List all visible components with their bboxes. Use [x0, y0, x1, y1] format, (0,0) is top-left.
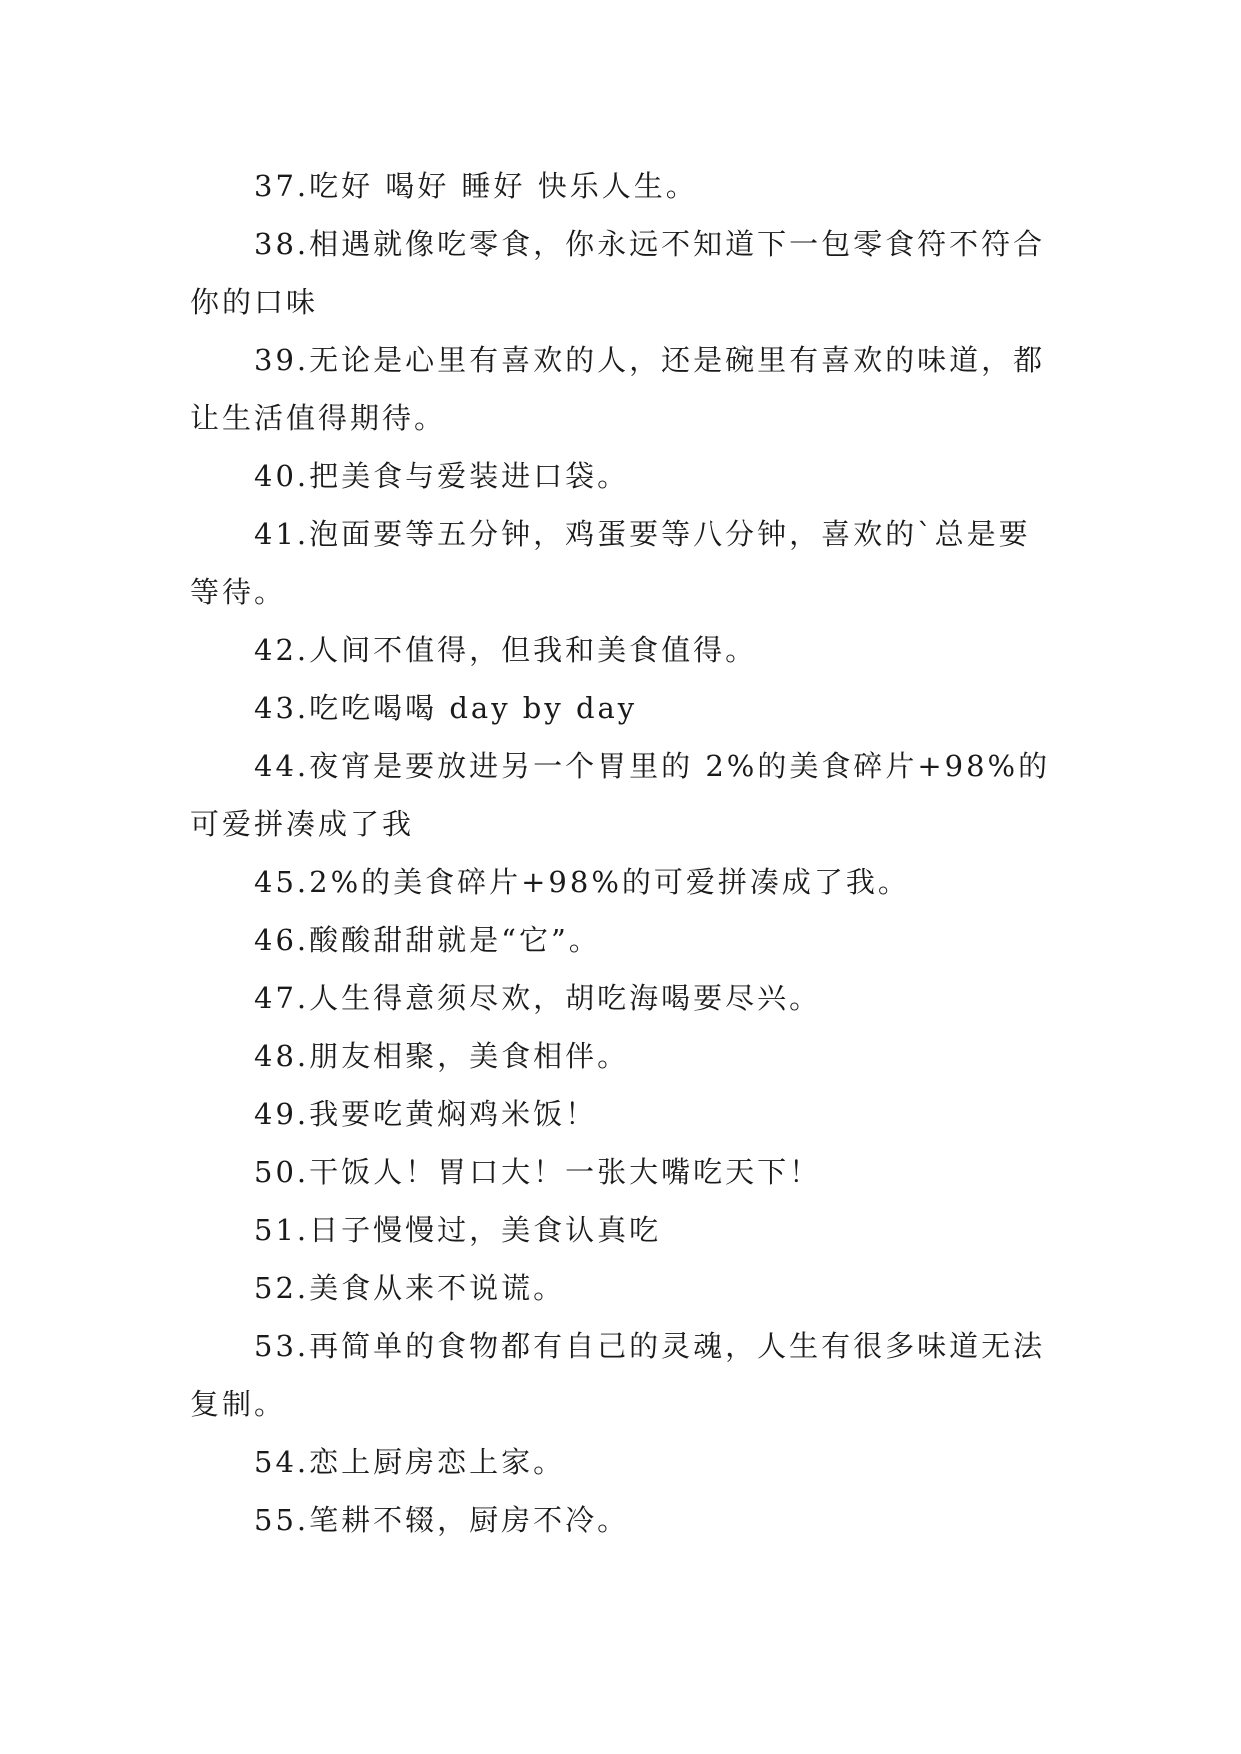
paragraph-37: 37.吃好 喝好 睡好 快乐人生。	[254, 169, 698, 203]
paragraph-53: 53.再简单的食物都有自己的灵魂，人生有很多味道无法复制。	[190, 1329, 1046, 1421]
paragraph-54: 54.恋上厨房恋上家。	[254, 1445, 566, 1479]
paragraph-40: 40.把美食与爱装进口袋。	[254, 459, 630, 493]
paragraph-41: 41.泡面要等五分钟，鸡蛋要等八分钟，喜欢的`总是要等待。	[190, 517, 1031, 609]
paragraph-49: 49.我要吃黄焖鸡米饭！	[254, 1097, 598, 1131]
paragraph-45: 45.2%的美食碎片+98%的可爱拼凑成了我。	[254, 865, 910, 899]
paragraph-50: 50.干饭人！胃口大！一张大嘴吃天下！	[254, 1155, 822, 1189]
paragraph-44: 44.夜宵是要放进另一个胃里的 2%的美食碎片+98%的可爱拼凑成了我	[190, 749, 1051, 841]
document-body	[190, 157, 1058, 1549]
paragraph-55: 55.笔耕不辍，厨房不冷。	[254, 1503, 630, 1537]
paragraph-42: 42.人间不值得，但我和美食值得。	[254, 633, 758, 667]
paragraph-47: 47.人生得意须尽欢，胡吃海喝要尽兴。	[254, 981, 822, 1015]
paragraph-39: 39.无论是心里有喜欢的人，还是碗里有喜欢的味道，都让生活值得期待。	[190, 343, 1046, 435]
paragraph-38: 38.相遇就像吃零食，你永远不知道下一包零食符不符合你的口味	[190, 227, 1046, 319]
paragraph-48: 48.朋友相聚，美食相伴。	[254, 1039, 630, 1073]
paragraph-43: 43.吃吃喝喝 day by day	[254, 691, 638, 725]
paragraph-46: 46.酸酸甜甜就是“它”。	[254, 923, 601, 957]
paragraph-51: 51.日子慢慢过，美食认真吃	[254, 1213, 662, 1247]
paragraph-52: 52.美食从来不说谎。	[254, 1271, 566, 1305]
